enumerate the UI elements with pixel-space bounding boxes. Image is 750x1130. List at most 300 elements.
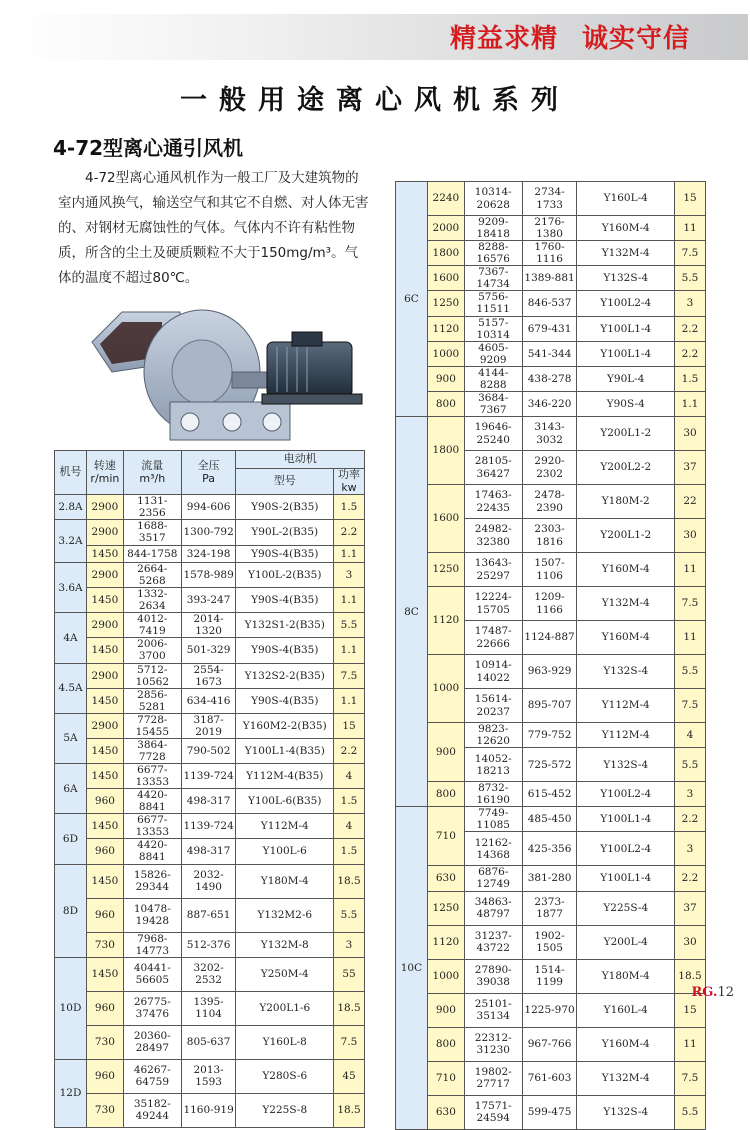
fan-model-cell: 4A (55, 613, 87, 663)
motor-type-cell: Y160M2-2(B35) (236, 713, 334, 738)
rpm-cell: 960 (86, 898, 123, 932)
pressure-cell: 1902-1505 (522, 925, 577, 959)
flow-cell: 15614- 20237 (464, 689, 522, 723)
power-cell: 30 (675, 925, 706, 959)
col-model: 机号 (55, 451, 87, 495)
flow-cell: 46267- 64759 (123, 1059, 181, 1093)
table-row (55, 991, 365, 1025)
power-cell: 5.5 (334, 613, 365, 638)
table-row (396, 391, 706, 416)
motor-type-cell: Y280S-6 (236, 1059, 334, 1093)
table-row (396, 341, 706, 366)
table-row (55, 638, 365, 663)
rpm-cell: 1120 (427, 316, 464, 341)
rpm-cell: 1450 (86, 638, 123, 663)
model-title: 4-72型离心通引风机 (53, 136, 244, 160)
table-row (396, 266, 706, 291)
pressure-cell: 3143-3032 (522, 417, 577, 451)
rpm-cell: 2900 (86, 613, 123, 638)
power-cell: 1.5 (675, 366, 706, 391)
flow-cell: 1688-3517 (123, 520, 181, 545)
pressure-cell: 1160-919 (181, 1093, 236, 1127)
rpm-cell: 630 (427, 1095, 464, 1129)
flow-cell: 19646- 25240 (464, 417, 522, 451)
power-cell: 1.1 (334, 688, 365, 713)
flow-cell: 7749-11085 (464, 807, 522, 832)
rpm-cell: 730 (86, 1025, 123, 1059)
motor-type-cell: Y90S-4(B35) (236, 588, 334, 613)
pressure-cell: 790-502 (181, 738, 236, 763)
motor-type-cell: Y100L1-4 (577, 341, 675, 366)
power-cell: 18.5 (334, 991, 365, 1025)
pressure-cell: 2032-1490 (181, 864, 236, 898)
table-row (396, 1095, 706, 1129)
pressure-cell: 438-278 (522, 366, 577, 391)
motor-type-cell: Y200L1-6 (236, 991, 334, 1025)
pressure-cell: 967-766 (522, 1027, 577, 1061)
rpm-cell: 710 (427, 807, 464, 866)
power-cell: 7.5 (334, 1025, 365, 1059)
description: 4-72型离心通风机作为一般工厂及大建筑物的室内通风换气，输送空气和其它不自燃、对人体无害的、对钢材无腐蚀性的气体。气体内不许有粘性物质，所含的尘土及硬质颗粒不大于150mg/m³。气体的温度不超过80℃。 (58, 170, 369, 286)
flow-cell: 19802- 27717 (464, 1061, 522, 1095)
rpm-cell: 1250 (427, 291, 464, 316)
table-row (55, 663, 365, 688)
flow-cell: 3864-7728 (123, 738, 181, 763)
pressure-cell: 1300-792 (181, 520, 236, 545)
pressure-cell: 381-280 (522, 866, 577, 891)
col-rpm: 转速 r/min (86, 451, 123, 495)
motor-type-cell: Y132S-4 (577, 655, 675, 689)
power-cell: 11 (675, 621, 706, 655)
table-row (55, 839, 365, 864)
fan-model-cell: 4.5A (55, 663, 87, 713)
right-spec-table (395, 181, 706, 1130)
flow-cell: 9823-12620 (464, 723, 522, 748)
flow-cell: 844-1758 (123, 545, 181, 563)
table-row (55, 563, 365, 588)
flow-cell: 10914- 14022 (464, 655, 522, 689)
table-row (55, 520, 365, 545)
power-cell: 2.2 (675, 866, 706, 891)
motor-type-cell: Y160M-4 (577, 621, 675, 655)
power-cell: 1.5 (334, 789, 365, 814)
flow-cell: 2856-5281 (123, 688, 181, 713)
fan-model-cell: 12D (55, 1059, 87, 1127)
power-cell: 18.5 (675, 959, 706, 993)
pressure-cell: 1389-881 (522, 266, 577, 291)
power-cell: 55 (334, 957, 365, 991)
pressure-cell: 846-537 (522, 291, 577, 316)
flow-cell: 8288-16576 (464, 241, 522, 266)
pressure-cell: 615-452 (522, 782, 577, 807)
flow-cell: 24982- 32380 (464, 519, 522, 553)
motor-type-cell: Y100L1-4(B35) (236, 738, 334, 763)
rpm-cell: 710 (427, 1061, 464, 1095)
col-pressure: 全压 Pa (181, 451, 236, 495)
pressure-cell: 1124-887 (522, 621, 577, 655)
flow-cell: 2664-5268 (123, 563, 181, 588)
flow-cell: 6677-13353 (123, 814, 181, 839)
flow-cell: 3684-7367 (464, 391, 522, 416)
flow-cell: 40441- 56605 (123, 957, 181, 991)
slogan-left: 精益求精 (449, 24, 558, 54)
fan-model-cell: 5A (55, 713, 87, 763)
motor-type-cell: Y160M-4 (577, 1027, 675, 1061)
fan-model-cell: 2.8A (55, 495, 87, 520)
power-cell: 30 (675, 519, 706, 553)
pressure-cell: 1578-989 (181, 563, 236, 588)
power-cell: 2.2 (334, 738, 365, 763)
motor-type-cell: Y132M-4 (577, 1061, 675, 1095)
centrifugal-fan-image (82, 302, 372, 452)
fan-model-cell: 8D (55, 864, 87, 957)
table-row (55, 1093, 365, 1127)
rpm-cell: 2900 (86, 663, 123, 688)
rpm-cell: 1450 (86, 738, 123, 763)
power-cell: 1.5 (334, 839, 365, 864)
rpm-cell: 800 (427, 1027, 464, 1061)
table-row (396, 891, 706, 925)
col-motor-type: 型号 (236, 469, 334, 495)
motor-type-cell: Y160M-4 (577, 216, 675, 241)
pressure-cell: 1507-1106 (522, 553, 577, 587)
pressure-cell: 2373-1877 (522, 891, 577, 925)
table-row (55, 613, 365, 638)
flow-cell: 6876-12749 (464, 866, 522, 891)
table-row (396, 216, 706, 241)
power-cell: 1.1 (675, 391, 706, 416)
motor-type-cell: Y100L2-4 (577, 291, 675, 316)
rpm-cell: 960 (86, 789, 123, 814)
motor-type-cell: Y100L-2(B35) (236, 563, 334, 588)
rpm-cell: 960 (86, 839, 123, 864)
table-row (55, 764, 365, 789)
table-row (55, 713, 365, 738)
flow-cell: 13643- 25297 (464, 553, 522, 587)
power-cell: 11 (675, 553, 706, 587)
flow-cell: 25101- 35134 (464, 993, 522, 1027)
motor-type-cell: Y90S-4 (577, 391, 675, 416)
power-cell: 30 (675, 417, 706, 451)
table-row (55, 864, 365, 898)
table-row (396, 959, 706, 993)
motor-type-cell: Y180M-2 (577, 485, 675, 519)
table-row (396, 587, 706, 621)
motor-type-cell: Y112M-4(B35) (236, 764, 334, 789)
table-row (396, 723, 706, 748)
pressure-cell: 2920-2302 (522, 451, 577, 485)
pressure-cell: 1395-1104 (181, 991, 236, 1025)
rpm-cell: 1000 (427, 655, 464, 723)
pressure-cell: 963-929 (522, 655, 577, 689)
pressure-cell: 2303-1816 (522, 519, 577, 553)
fan-model-cell: 3.2A (55, 520, 87, 563)
motor-type-cell: Y132S-4 (577, 266, 675, 291)
flow-cell: 34863- 48797 (464, 891, 522, 925)
power-cell: 1.1 (334, 588, 365, 613)
rpm-cell: 1250 (427, 553, 464, 587)
flow-cell: 35182- 49244 (123, 1093, 181, 1127)
table-row (396, 291, 706, 316)
pressure-cell: 895-707 (522, 689, 577, 723)
rpm-cell: 1450 (86, 688, 123, 713)
power-cell: 1.5 (334, 495, 365, 520)
motor-type-cell: Y225S-8 (236, 1093, 334, 1127)
motor-type-cell: Y112M-4 (236, 814, 334, 839)
motor-type-cell: Y90S-4(B35) (236, 688, 334, 713)
rpm-cell: 1450 (86, 545, 123, 563)
power-cell: 15 (675, 182, 706, 216)
flow-cell: 10478- 19428 (123, 898, 181, 932)
table-row (55, 932, 365, 957)
flow-cell: 7367-14734 (464, 266, 522, 291)
flow-cell: 27890- 39038 (464, 959, 522, 993)
fan-model-cell: 6D (55, 814, 87, 864)
rpm-cell: 2900 (86, 495, 123, 520)
power-cell: 11 (675, 1027, 706, 1061)
col-motor-power: 功率 kw (334, 469, 365, 495)
table-row (396, 485, 706, 519)
pressure-cell: 2478-2390 (522, 485, 577, 519)
table-row (55, 1025, 365, 1059)
flow-cell: 7968-14773 (123, 932, 181, 957)
power-cell: 7.5 (675, 1061, 706, 1095)
table-row (55, 588, 365, 613)
table-row (396, 866, 706, 891)
rpm-cell: 960 (86, 991, 123, 1025)
motor-type-cell: Y112M-4 (577, 689, 675, 723)
power-cell: 4 (334, 764, 365, 789)
pressure-cell: 1514-1199 (522, 959, 577, 993)
rpm-cell: 1600 (427, 485, 464, 553)
motor-type-cell: Y132S-4 (577, 1095, 675, 1129)
motor-type-cell: Y160L-4 (577, 993, 675, 1027)
rpm-cell: 1800 (427, 241, 464, 266)
flow-cell: 4012-7419 (123, 613, 181, 638)
power-cell: 3 (675, 782, 706, 807)
rpm-cell: 1450 (86, 957, 123, 991)
rpm-cell: 730 (86, 1093, 123, 1127)
pressure-cell: 2014-1320 (181, 613, 236, 638)
power-cell: 3 (334, 932, 365, 957)
flow-cell: 5157-10314 (464, 316, 522, 341)
motor-type-cell: Y132M-4 (577, 241, 675, 266)
pressure-cell: 805-637 (181, 1025, 236, 1059)
left-spec-table (54, 450, 365, 1128)
motor-type-cell: Y200L-4 (577, 925, 675, 959)
rpm-cell: 1000 (427, 959, 464, 993)
motor-type-cell: Y100L1-4 (577, 316, 675, 341)
flow-cell: 14052- 18213 (464, 748, 522, 782)
power-cell: 2.2 (675, 316, 706, 341)
table-row (55, 898, 365, 932)
page-number: RG.12 (691, 985, 734, 1000)
pressure-cell: 1139-724 (181, 814, 236, 839)
motor-type-cell: Y100L-6 (236, 839, 334, 864)
power-cell: 2.2 (675, 341, 706, 366)
flow-cell: 9209-18418 (464, 216, 522, 241)
pressure-cell: 541-344 (522, 341, 577, 366)
flow-cell: 1131-2356 (123, 495, 181, 520)
flow-cell: 4605-9209 (464, 341, 522, 366)
pressure-cell: 994-606 (181, 495, 236, 520)
rpm-cell: 730 (86, 932, 123, 957)
table-row (55, 545, 365, 563)
power-cell: 3 (675, 291, 706, 316)
pressure-cell: 599-475 (522, 1095, 577, 1129)
flow-cell: 22312- 31230 (464, 1027, 522, 1061)
fan-model-cell: 10D (55, 957, 87, 1059)
motor-type-cell: Y100L-6(B35) (236, 789, 334, 814)
rpm-cell: 960 (86, 1059, 123, 1093)
motor-type-cell: Y90L-2(B35) (236, 520, 334, 545)
pressure-cell: 1225-970 (522, 993, 577, 1027)
pressure-cell: 501-329 (181, 638, 236, 663)
table-row (55, 495, 365, 520)
rpm-cell: 900 (427, 993, 464, 1027)
flow-cell: 5712-10562 (123, 663, 181, 688)
rpm-cell: 900 (427, 366, 464, 391)
motor-type-cell: Y112M-4 (577, 723, 675, 748)
pressure-cell: 393-247 (181, 588, 236, 613)
table-row (396, 241, 706, 266)
flow-cell: 17487- 22666 (464, 621, 522, 655)
power-cell: 11 (675, 216, 706, 241)
table-row (396, 316, 706, 341)
flow-cell: 7728-15455 (123, 713, 181, 738)
motor-type-cell: Y132M2-6 (236, 898, 334, 932)
rpm-cell: 1120 (427, 925, 464, 959)
power-cell: 1.1 (334, 638, 365, 663)
power-cell: 5.5 (675, 748, 706, 782)
rpm-cell: 1450 (86, 864, 123, 898)
slogan-right: 诚实守信 (581, 24, 690, 54)
pressure-cell: 324-198 (181, 545, 236, 563)
flow-cell: 28105- 36427 (464, 451, 522, 485)
flow-cell: 2006-3700 (123, 638, 181, 663)
power-cell: 7.5 (675, 587, 706, 621)
rpm-cell: 1000 (427, 341, 464, 366)
flow-cell: 5756-11511 (464, 291, 522, 316)
flow-cell: 4144-8288 (464, 366, 522, 391)
power-cell: 5.5 (675, 1095, 706, 1129)
flow-cell: 4420-8841 (123, 789, 181, 814)
rpm-cell: 900 (427, 723, 464, 782)
motor-type-cell: Y100L1-4 (577, 807, 675, 832)
rpm-cell: 1450 (86, 764, 123, 789)
motor-type-cell: Y180M-4 (236, 864, 334, 898)
motor-type-cell: Y90S-2(B35) (236, 495, 334, 520)
flow-cell: 15826- 29344 (123, 864, 181, 898)
motor-type-cell: Y132S2-2(B35) (236, 663, 334, 688)
motor-type-cell: Y90S-4(B35) (236, 545, 334, 563)
table-row (55, 1059, 365, 1093)
power-cell: 18.5 (334, 864, 365, 898)
rpm-cell: 2000 (427, 216, 464, 241)
motor-type-cell: Y225S-4 (577, 891, 675, 925)
flow-cell: 12162- 14368 (464, 832, 522, 866)
rpm-cell: 1120 (427, 587, 464, 655)
rpm-cell: 800 (427, 782, 464, 807)
col-motor: 电动机 (236, 451, 365, 469)
motor-type-cell: Y160L-8 (236, 1025, 334, 1059)
table-row (396, 366, 706, 391)
power-cell: 4 (675, 723, 706, 748)
fan-model-cell: 8C (396, 417, 428, 807)
power-cell: 5.5 (675, 266, 706, 291)
power-cell: 15 (675, 993, 706, 1027)
flow-cell: 6677-13353 (123, 764, 181, 789)
power-cell: 2.2 (675, 807, 706, 832)
pressure-cell: 2176-1380 (522, 216, 577, 241)
rpm-cell: 2900 (86, 713, 123, 738)
pressure-cell: 512-376 (181, 932, 236, 957)
table-row (55, 814, 365, 839)
motor-type-cell: Y200L1-2 (577, 519, 675, 553)
power-cell: 37 (675, 891, 706, 925)
table-row (396, 553, 706, 587)
pressure-cell: 498-317 (181, 789, 236, 814)
flow-cell: 4420-8841 (123, 839, 181, 864)
motor-type-cell: Y132S-4 (577, 748, 675, 782)
motor-type-cell: Y90L-4 (577, 366, 675, 391)
flow-cell: 20360- 28497 (123, 1025, 181, 1059)
fan-model-cell: 6C (396, 182, 428, 417)
motor-type-cell: Y100L2-4 (577, 832, 675, 866)
table-row (55, 688, 365, 713)
pressure-cell: 761-603 (522, 1061, 577, 1095)
power-cell: 7.5 (334, 663, 365, 688)
pressure-cell: 498-317 (181, 839, 236, 864)
pressure-cell: 2013-1593 (181, 1059, 236, 1093)
fan-model-cell: 3.6A (55, 563, 87, 613)
motor-type-cell: Y200L1-2 (577, 417, 675, 451)
flow-cell: 17463- 22435 (464, 485, 522, 519)
rpm-cell: 800 (427, 391, 464, 416)
rpm-cell: 630 (427, 866, 464, 891)
power-cell: 45 (334, 1059, 365, 1093)
flow-cell: 31237- 43722 (464, 925, 522, 959)
rpm-cell: 1250 (427, 891, 464, 925)
flow-cell: 17571- 24594 (464, 1095, 522, 1129)
flow-cell: 10314- 20628 (464, 182, 522, 216)
col-flow: 流量 m³/h (123, 451, 181, 495)
motor-type-cell: Y100L1-4 (577, 866, 675, 891)
series-title: 一般用途离心风机系列 (180, 85, 570, 116)
table-row (55, 789, 365, 814)
flow-cell: 1332-2634 (123, 588, 181, 613)
table-row (396, 782, 706, 807)
power-cell: 18.5 (334, 1093, 365, 1127)
header-bar (10, 14, 748, 60)
power-cell: 4 (334, 814, 365, 839)
power-cell: 1.1 (334, 545, 365, 563)
motor-type-cell: Y180M-4 (577, 959, 675, 993)
power-cell: 3 (675, 832, 706, 866)
pressure-cell: 2554-1673 (181, 663, 236, 688)
pressure-cell: 634-416 (181, 688, 236, 713)
table-row (396, 1027, 706, 1061)
pressure-cell: 3187-2019 (181, 713, 236, 738)
power-cell: 7.5 (675, 689, 706, 723)
pressure-cell: 1760-1116 (522, 241, 577, 266)
power-cell: 3 (334, 563, 365, 588)
pressure-cell: 887-651 (181, 898, 236, 932)
power-cell: 22 (675, 485, 706, 519)
pressure-cell: 1209-1166 (522, 587, 577, 621)
pressure-cell: 1139-724 (181, 764, 236, 789)
rpm-cell: 2240 (427, 182, 464, 216)
